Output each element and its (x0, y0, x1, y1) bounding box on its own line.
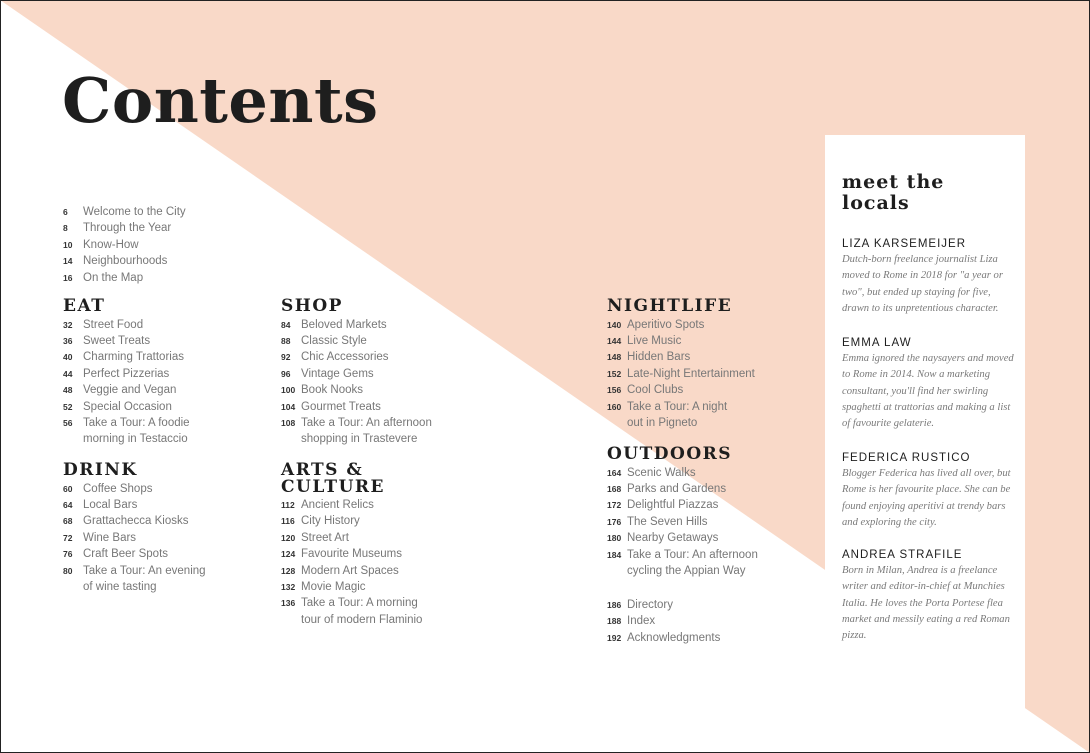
entry-label: Live Music (627, 334, 682, 347)
toc-entry (607, 630, 720, 646)
toc-entry (281, 399, 432, 415)
toc-entry (63, 349, 190, 365)
toc-entry (281, 513, 422, 529)
entry-label: Grattachecca Kiosks (83, 515, 189, 528)
entry-label: Take a Tour: An afternoon shopping in Trastevere (301, 416, 432, 446)
page-number: 56 (63, 417, 73, 428)
entry-label: Favourite Museums (301, 548, 402, 561)
page-number: 104 (281, 401, 296, 412)
toc-entry (63, 270, 186, 286)
page-number: 184 (607, 549, 622, 560)
back-matter-list (607, 597, 720, 646)
toc-entry (281, 530, 422, 546)
page-number: 186 (607, 600, 622, 610)
toc-entry (281, 382, 432, 398)
entry-label: Index (627, 615, 656, 628)
toc-entry (607, 382, 755, 398)
entry-label: Take a Tour: An afternoon cycling the Appian Way (627, 548, 758, 577)
entry-label: Classic Style (301, 334, 367, 347)
page-number: 60 (63, 483, 73, 494)
toc-entry (607, 366, 755, 382)
entry-label: Directory (627, 599, 674, 611)
local-name: EMMA LAW (842, 337, 912, 349)
entry-label: Modern Art Spaces (301, 564, 399, 577)
entry-label: Gourmet Treats (301, 400, 381, 413)
entry-label: Perfect Pizzerias (83, 367, 170, 380)
section-outdoors (607, 446, 758, 579)
meet-the-locals-panel (825, 135, 1025, 741)
section-eat (63, 298, 190, 448)
local-bio: Emma ignored the naysayers and moved to Rome in 2014. Now a marketing consultant, you'll find her swirling spaghetti at trattorias and making a list of favourite gelaterie. (842, 353, 1014, 430)
toc-entry (63, 237, 186, 253)
entry-label: Scenic Walks (627, 466, 696, 479)
section-title: DRINK (63, 460, 138, 480)
entry-label: Wine Bars (83, 531, 137, 544)
toc-entry (281, 366, 432, 382)
toc-entry (281, 563, 422, 579)
entry-label: Sweet Treats (83, 334, 151, 347)
local-profile (842, 236, 1014, 317)
page-number: 172 (607, 500, 622, 511)
entry-label: The Seven Hills (627, 515, 708, 528)
entry-label: Street Art (301, 531, 349, 544)
page-number: 96 (281, 368, 291, 379)
page-number: 188 (607, 616, 622, 627)
entry-label: Veggie and Vegan (83, 384, 177, 397)
page-number: 52 (63, 401, 73, 412)
toc-entry (63, 333, 190, 349)
toc-entry (607, 597, 720, 613)
page-number: 16 (63, 272, 73, 283)
section-drink (63, 462, 206, 595)
page-number: 116 (281, 516, 295, 527)
toc-entry (281, 595, 422, 628)
section-arts-culture (281, 462, 422, 628)
page-number: 132 (281, 582, 296, 593)
entry-label: Book Nooks (301, 384, 364, 397)
section-title: NIGHTLIFE (607, 296, 733, 316)
toc-entry (607, 547, 758, 580)
toc-entry (607, 514, 758, 530)
toc-entry (607, 497, 758, 513)
page-number: 140 (607, 319, 622, 330)
page-number: 84 (281, 319, 291, 330)
page-number: 88 (281, 335, 291, 346)
entry-label: Acknowledgments (627, 631, 721, 644)
toc-entry (607, 613, 720, 629)
entry-label: Nearby Getaways (627, 532, 719, 545)
entry-label: Craft Beer Spots (83, 548, 169, 561)
intro-list (63, 204, 186, 286)
local-bio: Born in Milan, Andrea is a freelance writer and editor-in-chief at Munchies Italia. He loves the Porta Portese flea market and messily eating a red Roman pizza. (842, 565, 1010, 642)
entry-label: Cool Clubs (627, 384, 684, 397)
page-title: Contents (62, 64, 379, 137)
page-number: 48 (63, 385, 73, 396)
page-number: 44 (63, 368, 73, 379)
toc-entry (281, 546, 422, 562)
page-number: 14 (63, 256, 73, 267)
entry-label: Coffee Shops (83, 482, 153, 495)
page-number: 68 (63, 516, 73, 527)
page-number: 100 (281, 385, 296, 396)
local-name: LIZA KARSEMEIJER (842, 238, 967, 250)
entry-label: Neighbourhoods (83, 255, 168, 268)
local-bio: Blogger Federica has lived all over, but Rome is her favourite place. She can be found enjoying aperitivi at trendy bars and exploring the city. (842, 468, 1011, 528)
page-number: 64 (63, 499, 73, 510)
page-number: 8 (63, 223, 68, 234)
entry-label: Through the Year (83, 222, 172, 235)
page-number: 152 (607, 368, 622, 379)
page-number: 80 (63, 565, 73, 576)
page-number: 92 (281, 352, 291, 363)
page-number: 148 (607, 352, 622, 363)
page-number: 108 (281, 417, 296, 428)
entry-label: Take a Tour: A night out in Pigneto (627, 400, 728, 429)
section-title: EAT (63, 296, 106, 316)
page-number: 160 (607, 401, 622, 412)
toc-entry (63, 317, 190, 333)
toc-entry (63, 497, 206, 513)
page-number: 168 (607, 483, 622, 494)
toc-entry (281, 333, 432, 349)
toc-entry (607, 333, 755, 349)
toc-entry (607, 481, 758, 497)
local-name: ANDREA STRAFILE (842, 549, 963, 561)
entry-label: On the Map (83, 271, 144, 284)
entry-label: Charming Trattorias (83, 351, 184, 364)
locals-title: meet the locals (842, 171, 945, 214)
page-number: 6 (63, 207, 68, 217)
entry-label: Take a Tour: A morning tour of modern Flaminio (301, 597, 423, 626)
toc-entry (607, 465, 758, 481)
page-number: 128 (281, 565, 296, 576)
page-number: 40 (63, 352, 73, 363)
entry-label: Parks and Gardens (627, 482, 727, 495)
page-number: 176 (607, 516, 622, 527)
toc-entry (63, 220, 186, 236)
toc-entry (281, 415, 432, 448)
toc-entry (63, 204, 186, 220)
page-number: 180 (607, 533, 622, 544)
local-profile (842, 547, 1014, 644)
toc-entry (607, 349, 755, 365)
entry-label: Take a Tour: A foodie morning in Testaccio (83, 416, 190, 446)
page-number: 192 (607, 632, 622, 643)
toc-entry (281, 579, 422, 595)
toc-entry (63, 382, 190, 398)
page-number: 72 (63, 532, 73, 543)
page-number: 136 (281, 598, 296, 609)
entry-label: Delightful Piazzas (627, 499, 719, 512)
section-title: ARTS & CULTURE (281, 460, 385, 497)
page-number: 120 (281, 532, 296, 543)
section-nightlife (607, 298, 755, 431)
entry-label: City History (301, 515, 360, 528)
toc-entry (63, 530, 206, 546)
entry-label: Take a Tour: An evening of wine tasting (83, 564, 206, 593)
entry-label: Aperitivo Spots (627, 318, 705, 331)
toc-entry (607, 530, 758, 546)
entry-label: Know-How (83, 238, 139, 251)
entry-label: Chic Accessories (301, 351, 389, 364)
page-number: 164 (607, 467, 622, 478)
page-number: 156 (607, 385, 622, 396)
toc-entry (63, 513, 206, 529)
entry-label: Beloved Markets (301, 318, 387, 331)
page-number: 32 (63, 319, 73, 330)
page-number: 124 (281, 549, 296, 560)
local-profile (842, 450, 1014, 531)
local-name: FEDERICA RUSTICO (842, 452, 971, 464)
toc-entry (63, 481, 206, 497)
section-shop (281, 298, 432, 448)
toc-entry (63, 546, 206, 562)
entry-label: Movie Magic (301, 581, 366, 594)
page-number: 112 (281, 500, 295, 510)
section-title: OUTDOORS (607, 444, 733, 464)
toc-entry (63, 366, 190, 382)
toc-entry (63, 399, 190, 415)
entry-label: Special Occasion (83, 400, 172, 413)
toc-entry (281, 349, 432, 365)
page-number: 76 (63, 549, 73, 560)
toc-entry (63, 253, 186, 269)
page-number: 10 (63, 239, 73, 250)
entry-label: Vintage Gems (301, 367, 374, 380)
entry-label: Hidden Bars (627, 351, 691, 364)
toc-entry (281, 317, 432, 333)
entry-label: Welcome to the City (83, 206, 186, 218)
page-number: 144 (607, 335, 622, 346)
entry-label: Street Food (83, 318, 144, 331)
entry-label: Local Bars (83, 498, 138, 511)
toc-entry (607, 317, 755, 333)
section-title: SHOP (281, 296, 343, 316)
entry-label: Ancient Relics (301, 499, 374, 511)
toc-entry (63, 415, 190, 448)
toc-entry (63, 563, 206, 596)
entry-label: Late-Night Entertainment (627, 367, 755, 380)
toc-entry (607, 399, 755, 432)
toc-entry (281, 497, 422, 513)
page-number: 36 (63, 335, 73, 346)
local-profile (842, 335, 1014, 432)
local-bio: Dutch-born freelance journalist Liza moved to Rome in 2018 for "a year or two", but ended up staying for five, drawn to its unpretentious character. (842, 254, 1003, 314)
